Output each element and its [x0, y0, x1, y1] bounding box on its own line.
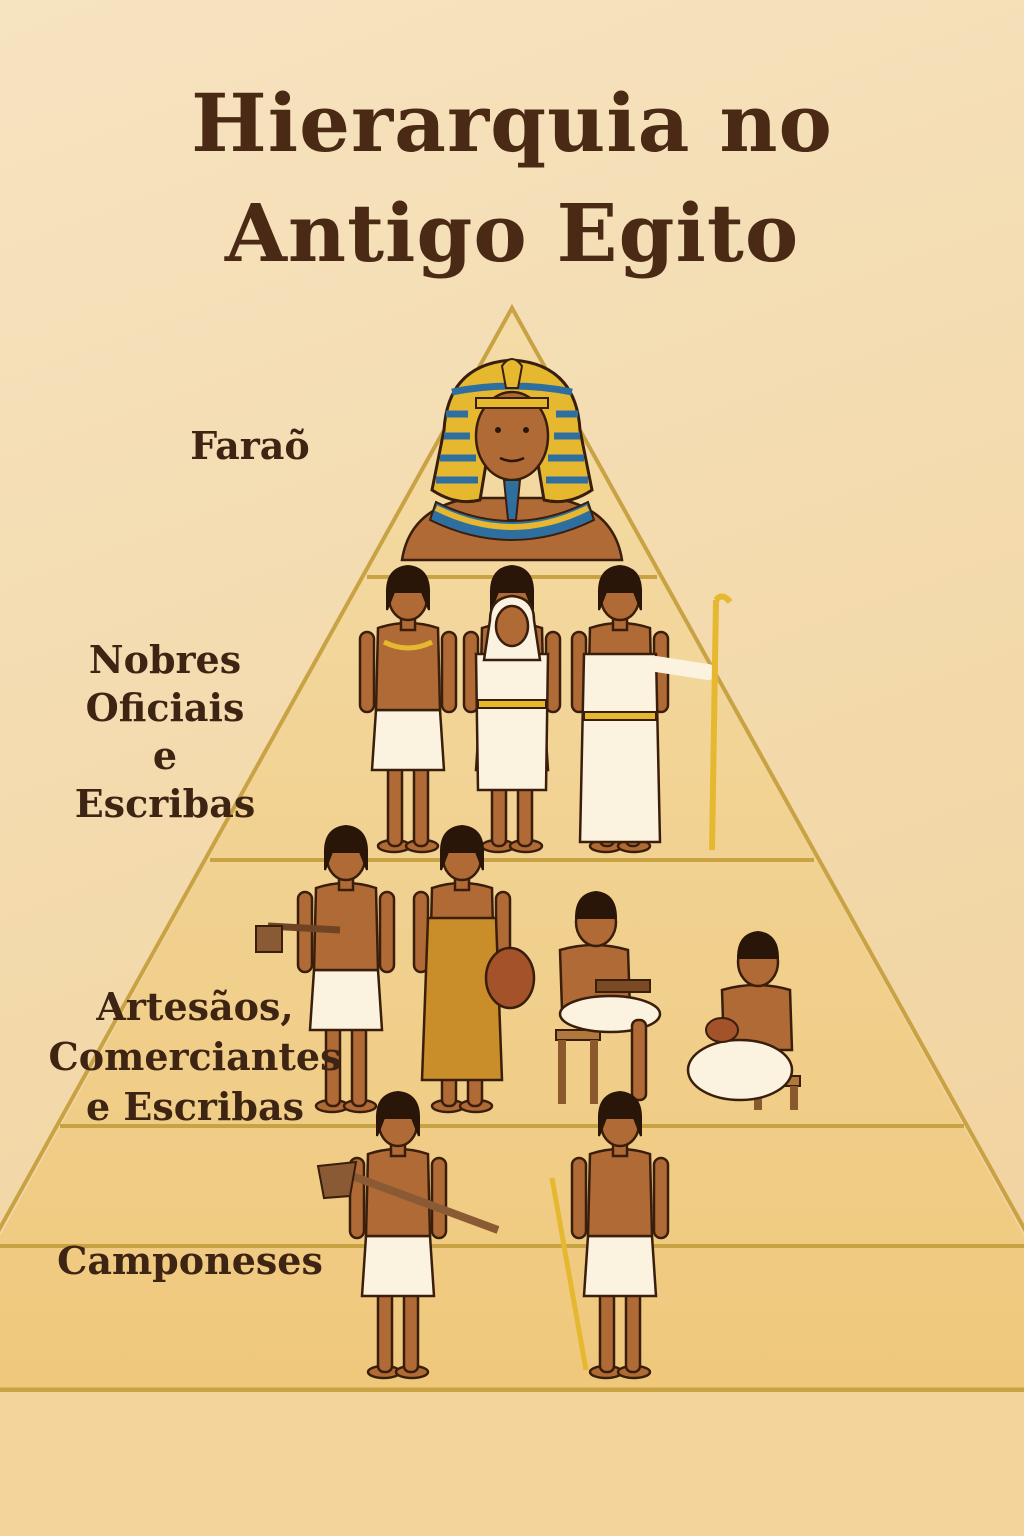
tier-label-line: Faraõ — [190, 423, 310, 468]
title-line-1: Hierarquia no — [191, 76, 833, 170]
tier-label-line: Oficiais — [85, 685, 245, 730]
tier-label-peasants — [40, 1236, 340, 1286]
tier-label-line: e — [152, 733, 178, 778]
tier-label-line: Nobres — [88, 637, 242, 682]
tier-label-line: Comerciantes — [48, 1034, 342, 1079]
tier-label-line: Artesãos, — [96, 984, 294, 1029]
tier-label-pharaoh — [130, 422, 370, 470]
tier-label-line: e Escribas — [86, 1084, 304, 1129]
tier-label-line: Escribas — [74, 781, 256, 826]
tier-label-line: Camponeses — [57, 1238, 323, 1283]
ground — [0, 1392, 1024, 1536]
tier-label-nobles — [20, 636, 310, 828]
tier-label-artisans — [20, 982, 370, 1132]
title-line-2: Antigo Egito — [224, 186, 800, 280]
